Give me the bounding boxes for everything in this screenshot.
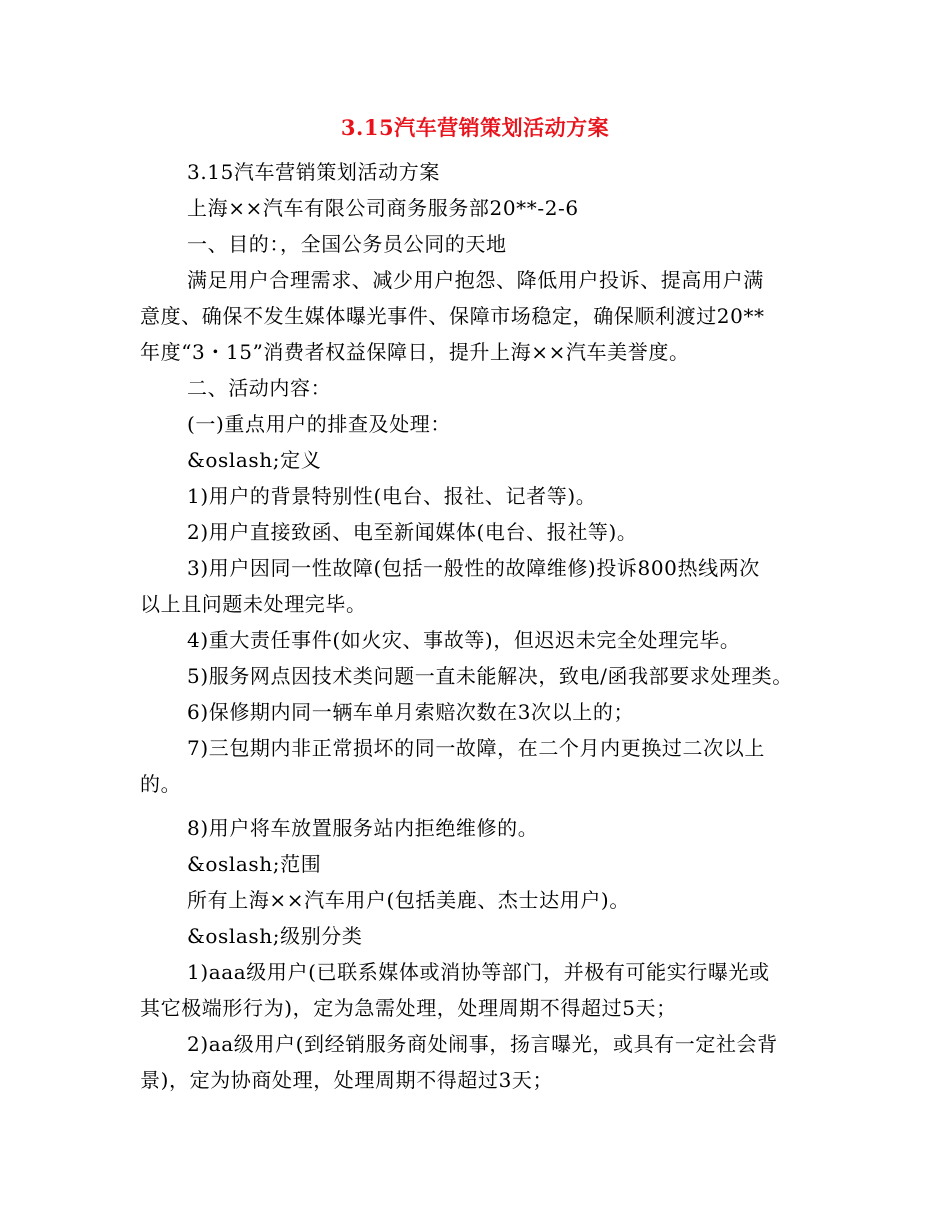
paragraph-line: 4)重大责任事件(如火灾、事故等)，但迟迟未完全处理完毕。 [187, 628, 741, 652]
paragraph-line: 满足用户合理需求、减少用户抱怨、降低用户投诉、提高用户满 [187, 268, 764, 292]
paragraph-line: (一)重点用户的排查及处理： [187, 412, 452, 436]
paragraph-line: 8)用户将车放置服务站内拒绝维修的。 [187, 816, 539, 840]
paragraph-line: &oslash;级别分类 [187, 924, 363, 948]
paragraph-line: 一、目的：，全国公务员公同的天地 [187, 232, 507, 256]
paragraph-line: 上海××汽车有限公司商务服务部20**-2-6 [187, 196, 579, 220]
paragraph-line: &oslash;范围 [187, 852, 322, 876]
paragraph-line: 3.15汽车营销策划活动方案 [187, 160, 440, 184]
paragraph-line: 1)用户的背景特别性(电台、报社、记者等)。 [187, 484, 597, 508]
paragraph-line: 2)aa级用户(到经销服务商处闹事，扬言曝光，或具有一定社会背 [187, 1032, 778, 1056]
paragraph-line: 年度“3・15”消费者权益保障日，提升上海××汽车美誉度。 [140, 340, 690, 364]
paragraph-line: 3)用户因同一性故障(包括一般性的故障维修)投诉800热线两次 [187, 556, 760, 580]
paragraph-line: 景)，定为协商处理，处理周期不得超过3天； [140, 1068, 554, 1092]
line-gap [140, 802, 820, 810]
paragraph-line: 2)用户直接致函、电至新闻媒体(电台、报社等)。 [187, 520, 638, 544]
document-body [140, 154, 820, 1098]
paragraph-line: 5)服务网点因技术类问题一直未能解决，致电/函我部要求处理类。 [187, 664, 793, 688]
paragraph-line: 1)aaa级用户(已联系媒体或消协等部门，并极有可能实行曝光或 [187, 960, 770, 984]
paragraph-line: 7)三包期内非正常损坏的同一故障，在二个月内更换过二次以上 [187, 736, 765, 760]
paragraph-line: 6)保修期内同一辆车单月索赔次数在3次以上的； [187, 700, 635, 724]
paragraph-line: 所有上海××汽车用户(包括美鹿、杰士达用户)。 [187, 888, 630, 912]
paragraph-line: 其它极端形行为)，定为急需处理，处理周期不得超过5天； [140, 996, 677, 1020]
paragraph-line: 意度、确保不发生媒体曝光事件、保障市场稳定，确保顺利渡过20** [140, 304, 765, 328]
paragraph-line: 二、活动内容： [187, 376, 332, 400]
paragraph-line: 的。 [140, 772, 182, 796]
document-title: 3.15汽车营销策划活动方案 [340, 115, 610, 140]
paragraph-line: 以上且问题未处理完毕。 [140, 592, 367, 616]
paragraph-line: &oslash;定义 [187, 448, 322, 472]
